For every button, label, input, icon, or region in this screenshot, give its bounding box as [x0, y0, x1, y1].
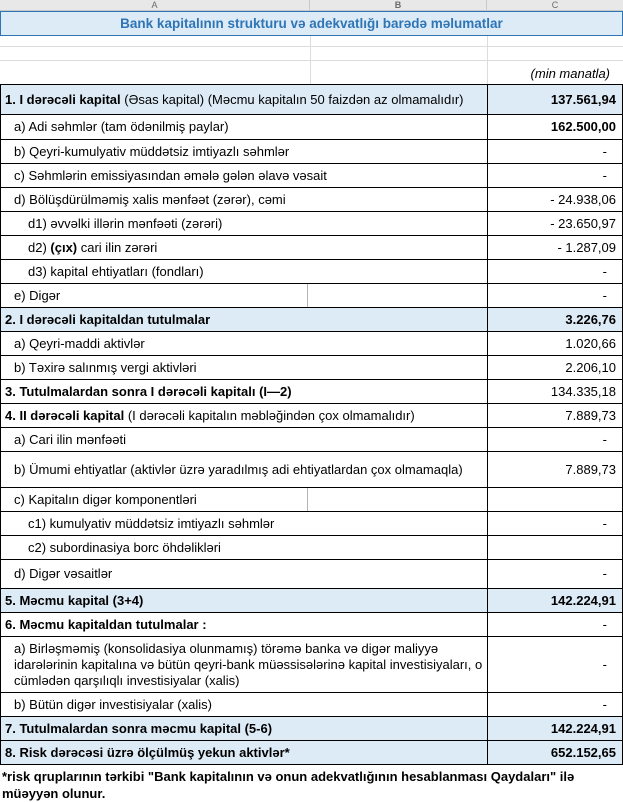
row-label: d3) kapital ehtiyatları (fondları): [28, 263, 204, 279]
row-label-cell[interactable]: [1, 380, 487, 403]
row-value-cell[interactable]: -: [487, 512, 622, 535]
row-label: 3. Tutulmalardan sonra I dərəcəli kapitalı (I—2): [5, 383, 292, 399]
row-value-cell[interactable]: 162.500,00: [487, 115, 622, 139]
report-title-cell[interactable]: [0, 11, 623, 36]
row-label: d) Bölüşdürülməmiş xalis mənfəət (zərər), cəmi: [14, 191, 286, 207]
row-value-cell[interactable]: -: [487, 284, 622, 307]
row-label-cell[interactable]: [1, 332, 487, 355]
row-label-cell[interactable]: [1, 560, 487, 588]
table-row: [1, 356, 622, 380]
row-value-cell[interactable]: -: [487, 613, 622, 636]
table-row: [1, 260, 622, 284]
row-value-cell[interactable]: -: [487, 164, 622, 187]
column-header-c[interactable]: C: [551, 0, 559, 10]
row-label: d) Digər vəsaitlər: [14, 566, 113, 581]
table-row: [1, 164, 622, 188]
row-label: a) Qeyri-maddi aktivlər: [14, 335, 145, 351]
row-value-cell[interactable]: -: [487, 260, 622, 283]
row-label-cell[interactable]: [1, 488, 487, 511]
row-value-cell[interactable]: -: [487, 637, 622, 692]
row-label-cell[interactable]: [1, 428, 487, 451]
row-label-cell[interactable]: [1, 260, 487, 283]
row-label: c1) kumulyativ müddətsiz imtiyazlı səhmlər: [28, 515, 275, 531]
empty-row: [0, 47, 623, 61]
row-value-cell[interactable]: 142.224,91: [487, 589, 622, 612]
table-row: [1, 693, 622, 717]
row-value-cell[interactable]: -: [487, 560, 622, 588]
empty-row: [0, 36, 623, 47]
row-label: 8. Risk dərəcəsi üzrə ölçülmüş yekun aktivlər*: [5, 744, 290, 760]
table-row: [1, 140, 622, 164]
row-label-cell[interactable]: [1, 613, 487, 636]
row-label-cell[interactable]: [1, 637, 487, 692]
row-label-cell[interactable]: [1, 741, 487, 764]
unit-note-cell[interactable]: [0, 61, 623, 84]
row-value-cell[interactable]: 134.335,18: [487, 380, 622, 403]
row-label-cell[interactable]: [1, 512, 487, 535]
row-value-cell[interactable]: 142.224,91: [487, 717, 622, 740]
row-label: b) Təxirə salınmış vergi aktivləri: [14, 359, 197, 375]
column-header-b[interactable]: B: [310, 0, 487, 10]
row-value-cell[interactable]: 137.561,94: [487, 85, 622, 114]
row-value-cell[interactable]: 652.152,65: [487, 741, 622, 764]
table-row: [1, 613, 622, 637]
row-label-cell[interactable]: [1, 536, 487, 559]
table-row: [1, 589, 622, 613]
table-row: [1, 404, 622, 428]
row-label-cell[interactable]: [1, 693, 487, 716]
row-label: c2) subordinasiya borc öhdəlikləri: [28, 539, 221, 555]
row-label: e) Digər: [14, 287, 61, 303]
row-value-cell[interactable]: 7.889,73: [487, 452, 622, 487]
row-label: 1. I dərəcəli kapital (Əsas kapital) (Məcmu kapitalın 50 faizdən az olmamalıdır): [5, 91, 464, 107]
row-label-cell[interactable]: [1, 308, 487, 331]
row-label-cell[interactable]: [1, 284, 487, 307]
table-row: [1, 380, 622, 404]
row-value-cell[interactable]: 3.226,76: [487, 308, 622, 331]
row-label: 2. I dərəcəli kapitaldan tutulmalar: [5, 311, 211, 327]
table-row: [1, 741, 622, 765]
row-label: 4. II dərəcəli kapital (I dərəcəli kapitalın məbləğindən çox olmamalıdır): [5, 407, 415, 423]
table-row: [1, 85, 622, 115]
row-label: b) Qeyri-kumulyativ müddətsiz imtiyazlı səhmlər: [14, 143, 290, 159]
table-row: [1, 512, 622, 536]
row-label: b) Bütün digər investisiyalar (xalis): [14, 696, 212, 712]
row-label: c) Kapitalın digər komponentləri: [14, 491, 197, 507]
row-label-cell[interactable]: [1, 140, 487, 163]
row-value-cell[interactable]: - 23.650,97: [487, 212, 622, 235]
row-value-cell[interactable]: - 1.287,09: [487, 236, 622, 259]
report-title: Bank kapitalının strukturu və adekvatlığı barədə məlumatlar: [120, 16, 503, 31]
footnote: *risk qruplarının tərkibi "Bank kapitalının və onun adekvatlığının hesablanması Qaydaları" ilə müəyyən olunur.: [2, 769, 575, 801]
row-label-cell[interactable]: [1, 188, 487, 211]
row-value-cell[interactable]: -: [487, 428, 622, 451]
table-row: [1, 284, 622, 308]
row-label-cell[interactable]: [1, 356, 487, 379]
row-label: d1) əvvəlki illərin mənfəəti (zərəri): [28, 215, 223, 231]
row-label-cell[interactable]: [1, 164, 487, 187]
row-value-cell[interactable]: 2.206,10: [487, 356, 622, 379]
row-label: a) Birləşməmiş (konsolidasiya olunmamış) törəmə banka və digər maliyyə idarələrinin kapitalına və bütün qeyri-bank müəssisələrinə kapital investisiyaları, o cümlədən qarşılıqlı investisiyalar (xalis): [14, 640, 483, 688]
row-label: 6. Məcmu kapitaldan tutulmalar :: [5, 616, 207, 632]
table-row: [1, 428, 622, 452]
column-header-a[interactable]: A: [0, 0, 310, 10]
table-row: [1, 212, 622, 236]
row-label: a) Adi səhmlər (tam ödənilmiş paylar): [14, 119, 229, 134]
row-label: d2) (çıx) cari ilin zərəri: [28, 239, 158, 255]
row-label-cell[interactable]: [1, 236, 487, 259]
row-label-cell[interactable]: [1, 212, 487, 235]
row-label: b) Ümumi ehtiyatlar (aktivlər üzrə yaradılmış adi ehtiyatlardan çox olmamaqla): [14, 461, 463, 477]
row-value-cell[interactable]: 7.889,73: [487, 404, 622, 427]
table-row: [1, 236, 622, 260]
row-label: 5. Məcmu kapital (3+4): [5, 592, 144, 608]
row-label: a) Cari ilin mənfəəti: [14, 431, 126, 447]
row-label-cell[interactable]: [1, 717, 487, 740]
table-row: [1, 560, 622, 589]
row-label: c) Səhmlərin emissiyasından əmələ gələn əlavə vəsait: [14, 167, 327, 183]
row-value-cell[interactable]: [487, 536, 622, 559]
table-row: [1, 332, 622, 356]
table-row: [1, 488, 622, 512]
unit-note: (min manatla): [530, 66, 610, 81]
table-row: [1, 637, 622, 693]
row-value-cell[interactable]: 1.020,66: [487, 332, 622, 355]
column-header-row: [0, 0, 623, 11]
table-row: [1, 717, 622, 741]
table-row: [1, 115, 622, 140]
row-label-cell[interactable]: [1, 589, 487, 612]
row-value-cell[interactable]: [487, 488, 622, 511]
row-label-cell[interactable]: [1, 404, 487, 427]
row-value-cell[interactable]: - 24.938,06: [487, 188, 622, 211]
row-label: 7. Tutulmalardan sonra məcmu kapital (5-6): [5, 720, 273, 736]
capital-table: [0, 84, 623, 765]
row-label-cell[interactable]: [1, 115, 487, 139]
table-row: [1, 308, 622, 332]
table-row: [1, 452, 622, 488]
table-row: [1, 536, 622, 560]
row-label-cell[interactable]: [1, 452, 487, 487]
row-value-cell[interactable]: -: [487, 140, 622, 163]
table-row: [1, 188, 622, 212]
row-value-cell[interactable]: -: [487, 693, 622, 716]
row-label-cell[interactable]: [1, 85, 487, 114]
